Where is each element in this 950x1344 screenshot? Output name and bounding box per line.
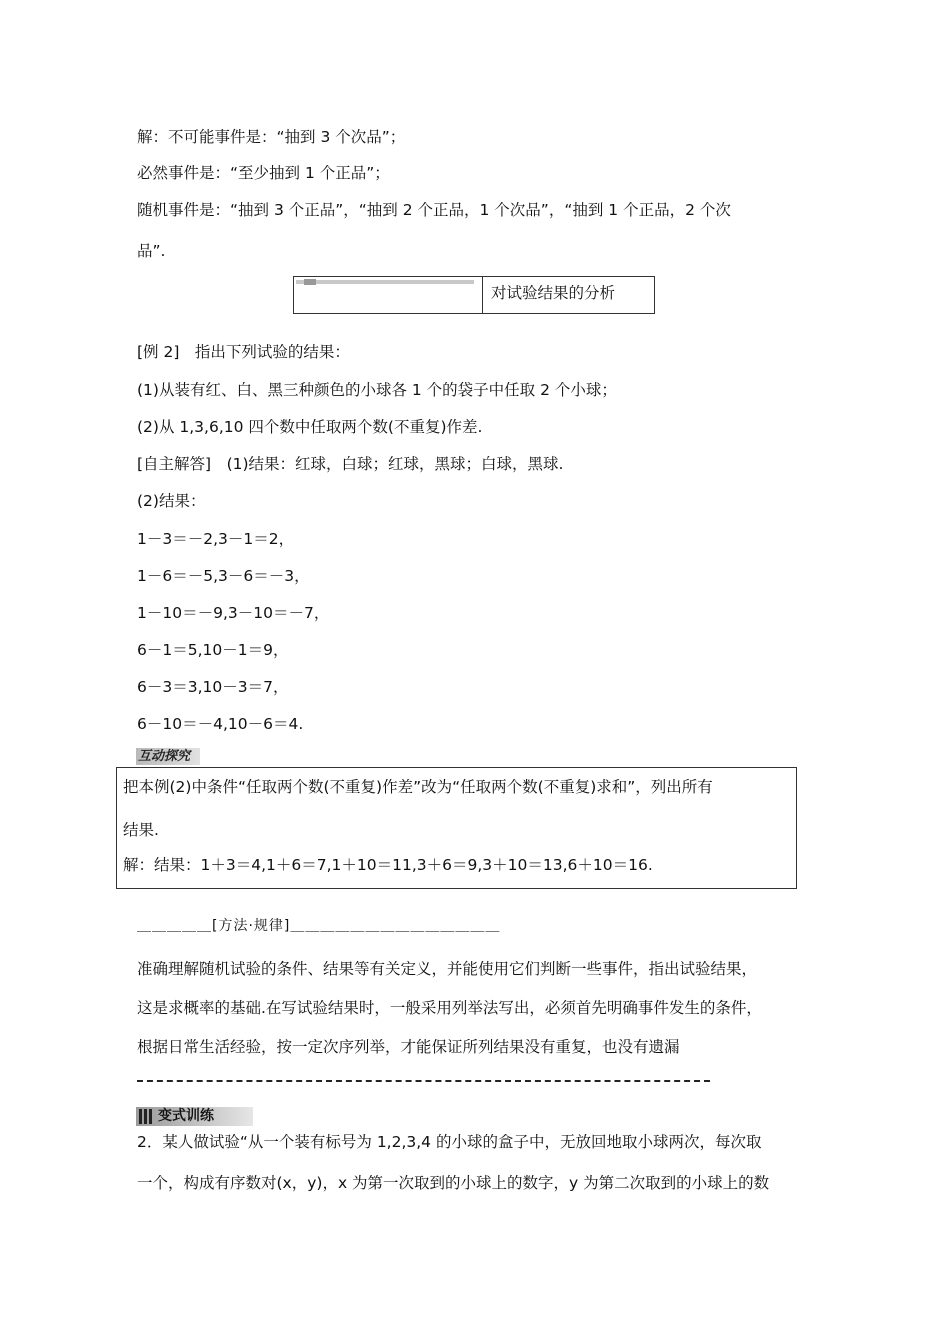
- method-text: 准确理解随机试验的条件、结果等有关定义，并能使用它们判断一些事件，指出试验结果，: [137, 960, 758, 978]
- result-line: 6－3＝3,10－3＝7，: [137, 678, 289, 696]
- answer-line-impossible: 解：不可能事件是：“抽到 3 个次品”；: [137, 128, 406, 146]
- question-1: (1)从装有红、白、黑三种颜色的小球各 1 个的袋子中任取 2 个小球；: [137, 381, 617, 399]
- answer-line-random-cont: 品”.: [137, 242, 166, 260]
- result-line: 1－3＝－2,3－1＝2，: [137, 530, 295, 548]
- example-2-heading: [例 2] 指出下列试验的结果：: [137, 343, 350, 361]
- topic-heading-title: 对试验结果的分析: [491, 284, 616, 302]
- result-line: 1－10＝－9,3－10＝－7，: [137, 604, 330, 622]
- answer-1: [自主解答] (1)结果：红球，白球；红球，黑球；白球，黑球.: [137, 455, 564, 473]
- stripes-icon: [139, 1109, 153, 1124]
- answer-line-random: 随机事件是：“抽到 3 个正品”，“抽到 2 个正品，1 个次品”，“抽到 1 个正品，2 个次: [137, 201, 731, 219]
- question-2: (2)从 1,3,6,10 四个数中任取两个数(不重复)作差.: [137, 418, 483, 436]
- result-line: 1－6＝－5,3－6＝－3，: [137, 567, 310, 585]
- explore-answer: 解：结果：1＋3＝4,1＋6＝7,1＋10＝11,3＋6＝9,3＋10＝13,6＋10＝16.: [123, 856, 653, 874]
- explore-question: 把本例(2)中条件“任取两个数(不重复)作差”改为“任取两个数(不重复)求和”，列出所有: [123, 778, 713, 796]
- interactive-explore-badge: 互动探究: [136, 748, 200, 765]
- topic-heading-decoration: [294, 277, 483, 313]
- interactive-explore-box: [116, 767, 797, 889]
- variant-training-badge: [136, 1107, 253, 1126]
- result-line: 6－10＝－4,10－6＝4.: [137, 715, 304, 733]
- variant-training-label: 变式训练: [158, 1108, 214, 1124]
- answer-line-certain: 必然事件是：“至少抽到 1 个正品”；: [137, 164, 390, 182]
- answer-2-heading: (2)结果：: [137, 492, 206, 510]
- exercise-2-line: 2．某人做试验“从一个装有标号为 1,2,3,4 的小球的盒子中，无放回地取小球两次，每次取: [137, 1133, 762, 1151]
- exercise-2-line: 一个，构成有序数对(x，y)，x 为第一次取到的小球上的数字，y 为第二次取到的小球上的数: [137, 1174, 770, 1192]
- topic-heading-box: [293, 276, 655, 314]
- method-rule-heading: ＿＿＿＿＿[方法·规律]＿＿＿＿＿＿＿＿＿＿＿＿＿＿: [137, 918, 501, 934]
- result-line: 6－1＝5,10－1＝9，: [137, 641, 289, 659]
- method-end-rule: [137, 1080, 710, 1082]
- method-text: 根据日常生活经验，按一定次序列举，才能保证所列结果没有重复，也没有遗漏: [137, 1038, 680, 1056]
- method-text: 这是求概率的基础.在写试验结果时，一般采用列举法写出，必须首先明确事件发生的条件，: [137, 999, 762, 1017]
- explore-question-cont: 结果.: [123, 821, 159, 839]
